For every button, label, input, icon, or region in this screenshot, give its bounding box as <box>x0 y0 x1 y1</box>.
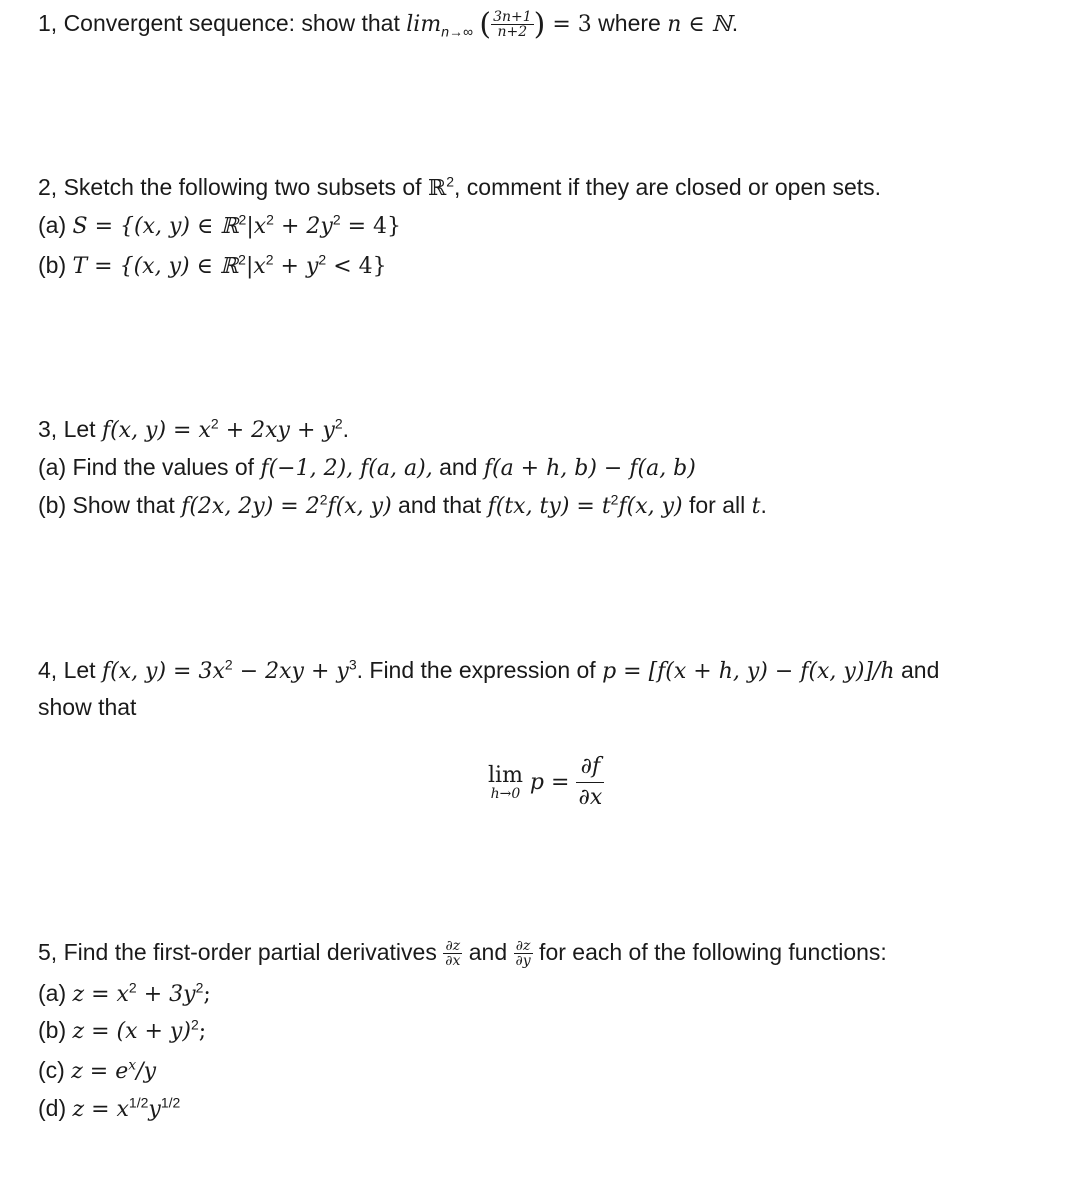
q5-frac-1 <box>443 939 462 968</box>
q5d-sup-2: 1/2 <box>160 1094 181 1111</box>
q2a-label: (a) <box>38 212 73 238</box>
q1-paren-open: ( <box>479 6 492 42</box>
q4-fraction <box>576 752 604 813</box>
q3b-math-1: f(2x, 2y) = 2 <box>181 494 320 519</box>
question-5a <box>38 978 211 1010</box>
q1-paren-close: ) <box>533 6 546 42</box>
q2b-exp-3: 2 <box>318 251 327 268</box>
q3b-t: t <box>751 494 761 519</box>
q2-intro-set: ℝ <box>427 176 447 201</box>
question-4-display-equation <box>488 752 604 813</box>
q1-cond: n ∈ ℕ <box>667 12 732 37</box>
q4-intro-exp-1: 2 <box>224 656 233 673</box>
question-5c <box>38 1055 156 1087</box>
q5a-math-1: z = x <box>72 982 129 1007</box>
q1-fraction <box>491 10 534 39</box>
q2a-exp-2: 2 <box>266 211 274 228</box>
q2b-exp-2: 2 <box>265 251 274 268</box>
q3-intro-text: 3, Let <box>38 416 102 442</box>
q4-intro-and: and <box>894 657 940 683</box>
q3a-math-1: f(−1, 2), f(a, a), <box>260 456 433 481</box>
q2-intro-text: 2, Sketch the following two subsets of <box>38 174 428 200</box>
question-3-intro <box>38 414 349 446</box>
q4-lim-p: p = <box>522 770 577 795</box>
question-5d <box>38 1093 180 1125</box>
q5-and: and <box>462 939 514 965</box>
q5-frac-2 <box>514 939 533 968</box>
q2b-exp-1: 2 <box>238 251 246 268</box>
q5d-sup-1: 1/2 <box>128 1094 149 1111</box>
q5a-math-2: + 3y <box>136 982 196 1007</box>
q3-intro-math-2: + 2xy + y <box>218 418 335 443</box>
q3-intro-end: . <box>342 416 349 442</box>
q5a-label: (a) <box>38 980 73 1006</box>
q5-frac2-den: ∂y <box>515 953 531 970</box>
q3b-math-2: f(tx, ty) = t <box>487 494 611 519</box>
q5-frac1-den: ∂x <box>445 953 461 970</box>
q5a-exp-1: 2 <box>128 979 137 996</box>
question-2a <box>38 210 401 242</box>
question-5b <box>38 1015 206 1047</box>
question-1 <box>38 8 738 47</box>
q3b-exp-2: 2 <box>610 491 619 508</box>
q2b-math-1: T = {(x, y) ∈ ℝ <box>72 254 239 279</box>
q3b-exp-1: 2 <box>319 491 328 508</box>
q2b-math-2: |x <box>245 254 266 279</box>
q2a-math-4: = 4} <box>340 214 402 239</box>
q4-lim-word: lim <box>488 762 523 788</box>
q1-frac-num: 3n+1 <box>493 9 532 26</box>
q4-intro-mid: . Find the expression of <box>356 657 603 683</box>
question-4-intro <box>38 655 939 687</box>
q3b-forall: for all <box>682 492 752 518</box>
q2b-math-4: < 4} <box>326 254 387 279</box>
q4-intro-math-3: p = [f(x + h, y) − f(x, y)]/h <box>602 659 895 684</box>
q2a-math-2: |x <box>246 214 267 239</box>
q4-lim <box>488 762 523 802</box>
q4-intro-math-2: − 2xy + y <box>232 659 349 684</box>
q1-equals: = 3 <box>545 12 592 37</box>
q1-prefix: 1, Convergent sequence: show that <box>38 10 407 36</box>
q4-frac-den: ∂x <box>578 785 603 810</box>
q5a-end: ; <box>203 982 211 1007</box>
q3a-text: (a) Find the values of <box>38 454 261 480</box>
question-5-intro <box>38 937 887 968</box>
q5a-exp-2: 2 <box>195 979 204 996</box>
q5c-math-1: z = e <box>71 1059 129 1084</box>
q3b-and: and that <box>391 492 488 518</box>
q5d-math-1: z = x <box>72 1097 129 1122</box>
q4-intro-exp-2: 3 <box>348 656 357 673</box>
q2a-exp-1: 2 <box>238 211 247 228</box>
question-2-intro <box>38 172 881 204</box>
q2b-label: (b) <box>38 252 73 278</box>
q5-intro-text: 5, Find the first-order partial derivatives <box>38 939 444 965</box>
q5d-label: (d) <box>38 1095 73 1121</box>
q2a-math-3: + 2y <box>273 214 333 239</box>
q5-intro-rest: for each of the following functions: <box>532 939 887 965</box>
question-3a <box>38 452 696 484</box>
q4-line2-text: show that <box>38 694 137 720</box>
q5c-sup: x <box>128 1057 137 1074</box>
q1-where: where <box>591 10 668 36</box>
q2a-exp-3: 2 <box>332 211 341 228</box>
q3-intro-exp-1: 2 <box>210 415 219 432</box>
q3a-and: and <box>432 454 484 480</box>
q4-frac-num: ∂f <box>576 752 604 783</box>
q5c-math-2: /y <box>136 1059 156 1084</box>
q1-end: . <box>731 10 739 36</box>
q2-intro-rest: , comment if they are closed or open sets. <box>454 174 882 200</box>
q2b-math-3: + y <box>273 254 319 279</box>
q3b-text: (b) Show that <box>38 492 182 518</box>
q5b-end: ; <box>198 1019 207 1044</box>
q1-lim: lim <box>406 12 442 37</box>
q5c-label: (c) <box>38 1057 72 1083</box>
q5b-math: z = (x + y) <box>72 1019 191 1044</box>
question-3b <box>38 490 767 522</box>
q5-frac1-num: ∂z <box>443 939 462 954</box>
q3-intro-exp-2: 2 <box>334 415 343 432</box>
q1-lim-sub: n→∞ <box>441 23 473 40</box>
q4-intro-text: 4, Let <box>38 657 102 683</box>
question-4-line2 <box>38 692 136 722</box>
q3a-math-2: f(a + h, b) − f(a, b) <box>483 456 696 481</box>
q5b-exp: 2 <box>190 1016 199 1033</box>
q3-intro-math-1: f(x, y) = x <box>101 418 211 443</box>
q4-lim-sub: h→0 <box>490 785 521 802</box>
q3b-math-1b: f(x, y) <box>327 494 392 519</box>
q3b-math-2b: f(x, y) <box>618 494 683 519</box>
q5b-label: (b) <box>38 1017 73 1043</box>
q5-frac2-num: ∂z <box>514 939 533 954</box>
q4-intro-math-1: f(x, y) = 3x <box>101 659 225 684</box>
q2-intro-exp: 2 <box>446 173 455 190</box>
question-2b <box>38 250 387 282</box>
q3b-end: . <box>760 492 767 518</box>
q5d-math-2: y <box>148 1097 161 1122</box>
q1-frac-den: n+2 <box>497 24 528 41</box>
q2a-math-1: S = {(x, y) ∈ ℝ <box>72 214 239 239</box>
